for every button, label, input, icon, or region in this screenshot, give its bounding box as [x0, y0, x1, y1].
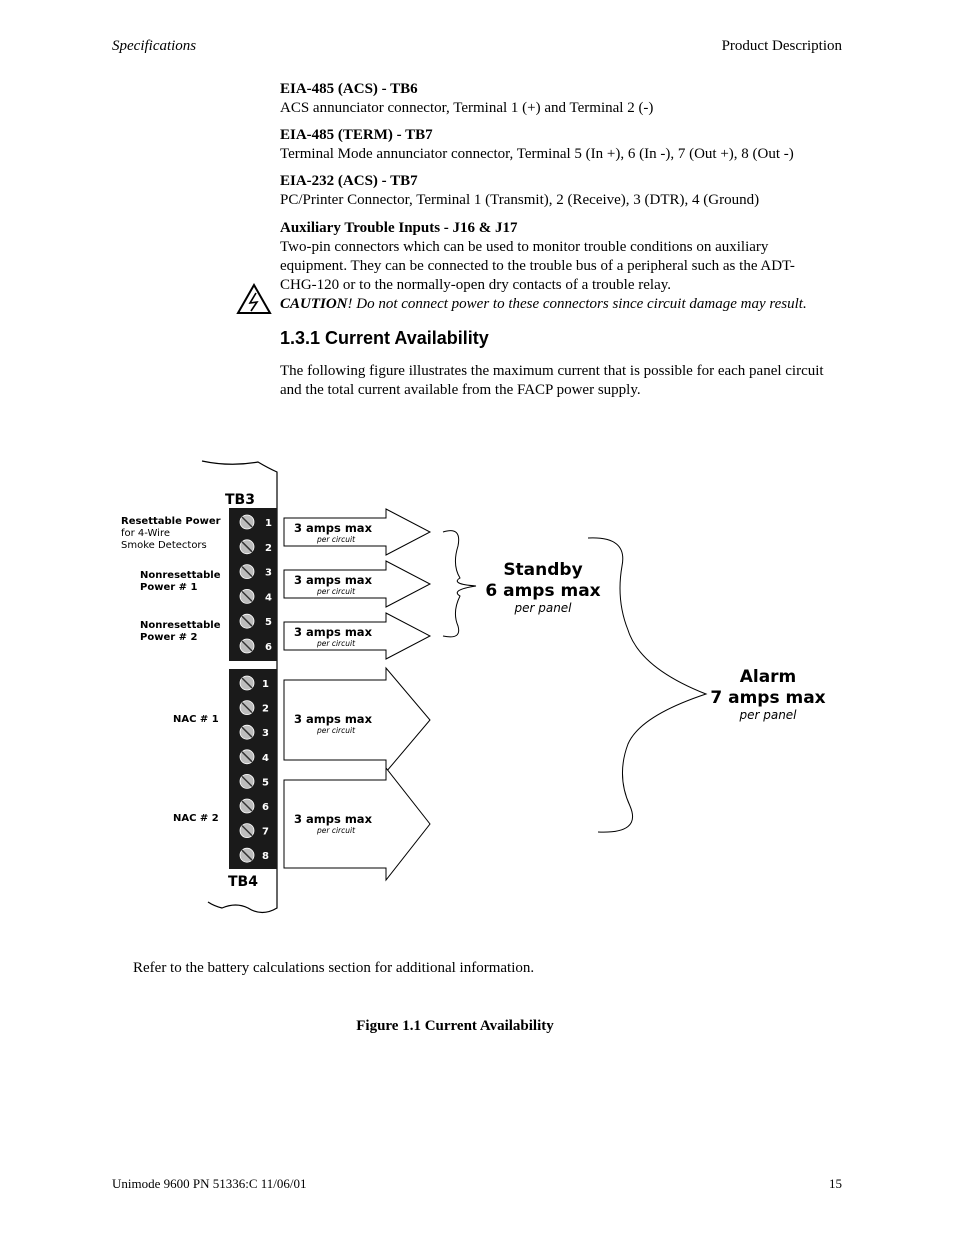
alarm-title: Alarm [739, 667, 797, 687]
page-number: 15 [829, 1176, 842, 1191]
standby-title: Standby [503, 560, 583, 580]
section-text-line: Two-pin connectors which can be used to monitor trouble conditions on auxiliary [280, 239, 769, 255]
section-text-line: CHG-120 or to the normally-open dry contacts of a trouble relay. [280, 277, 671, 293]
section-text-line: equipment. They can be connected to the trouble bus of a peripheral such as the ADT- [280, 258, 795, 274]
standby-brace [443, 531, 476, 637]
tb4-terminal-number: 1 [262, 679, 269, 690]
section-text: PC/Printer Connector, Terminal 1 (Transmit), 2 (Receive), 3 (DTR), 4 (Ground) [280, 192, 760, 208]
tb3-terminal-number: 4 [265, 592, 272, 604]
tb4-block [229, 669, 277, 869]
nonres2-label: Nonresettable [140, 620, 221, 631]
section-title: EIA-232 (ACS) - TB7 [280, 173, 418, 189]
section-text: ACS annunciator connector, Terminal 1 (+) and Terminal 2 (-) [280, 100, 654, 116]
resettable-label-line3: Smoke Detectors [121, 540, 207, 551]
standby-value: 6 amps max [485, 581, 601, 601]
tb4-terminal-number: 8 [262, 851, 269, 863]
intro-line: The following figure illustrates the maximum current that is possible for each panel circuit [280, 363, 824, 379]
high-voltage-warning-icon [236, 283, 272, 315]
nac1-label: NAC # 1 [173, 714, 219, 725]
caution-text: ! Do not connect power to these connectors since circuit damage may result. [347, 296, 807, 312]
alarm-brace [588, 538, 706, 832]
section-title: Auxiliary Trouble Inputs - J16 & J17 [280, 220, 518, 236]
caution-line [280, 295, 860, 314]
header-right: Product Description [721, 38, 842, 54]
refer-note: Refer to the battery calculations section for additional information. [133, 960, 535, 976]
section-heading: 1.3.1 Current Availability [280, 328, 489, 348]
tb3-terminal-number: 3 [265, 567, 272, 579]
figure-caption: Figure 1.1 Current Availability [356, 1018, 554, 1034]
nonres1-label-line2: Power # 1 [140, 582, 198, 593]
alarm-sub: per panel [739, 708, 797, 722]
tb4-terminal-number: 2 [262, 703, 269, 715]
current-availability-diagram [0, 440, 954, 930]
arrow-sublabel: per circuit [317, 639, 356, 648]
tb3-terminal-number: 1 [265, 518, 272, 529]
caution-word: CAUTION [280, 296, 348, 312]
section-eia485-acs [280, 80, 850, 118]
tb3-block [229, 508, 277, 661]
tb3-terminal-number: 6 [265, 642, 272, 653]
tb3-terminal-number: 2 [265, 542, 272, 554]
arrow-label: 3 amps max [294, 521, 372, 535]
intro-line: and the total current available from the FACP power supply. [280, 382, 641, 398]
tb4-terminal-number: 6 [262, 802, 269, 813]
section-title: EIA-485 (TERM) - TB7 [280, 127, 433, 143]
arrow-sublabel: per circuit [317, 726, 356, 735]
intro-paragraph [280, 362, 845, 400]
section-text: Terminal Mode annunciator connector, Terminal 5 (In +), 6 (In -), 7 (Out +), 8 (Out -) [280, 146, 794, 162]
arrow-sublabel: per circuit [317, 587, 356, 596]
arrow-label: 3 amps max [294, 573, 372, 587]
arrow-sublabel: per circuit [317, 535, 356, 544]
section-title: EIA-485 (ACS) - TB6 [280, 81, 418, 97]
arrow-sublabel: per circuit [317, 826, 356, 835]
tb4-terminal-number: 3 [262, 728, 269, 740]
nonres2-label-line2: Power # 2 [140, 632, 198, 643]
arrow-label: 3 amps max [294, 625, 372, 639]
header-left: Specifications [112, 38, 197, 54]
section-eia485-term [280, 126, 850, 164]
arrow-label: 3 amps max [294, 712, 372, 726]
nac2-label: NAC # 2 [173, 813, 219, 824]
nonres1-label: Nonresettable [140, 570, 221, 581]
alarm-value: 7 amps max [710, 688, 826, 708]
tb4-terminal-number: 5 [262, 777, 269, 789]
tb3-label: TB3 [225, 492, 255, 508]
arrow-label: 3 amps max [294, 812, 372, 826]
standby-sub: per panel [514, 601, 572, 615]
resettable-label-line2: for 4-Wire [121, 528, 170, 539]
tb4-terminal-number: 4 [262, 752, 269, 764]
resettable-label: Resettable Power [121, 516, 221, 527]
tb3-terminal-number: 5 [265, 617, 272, 629]
footer-left: Unimode 9600 PN 51336:C 11/06/01 [112, 1176, 307, 1191]
tb4-terminal-number: 7 [262, 826, 269, 838]
section-eia232-acs [280, 172, 850, 210]
section-aux-trouble [280, 219, 860, 314]
tb4-label: TB4 [228, 874, 258, 890]
